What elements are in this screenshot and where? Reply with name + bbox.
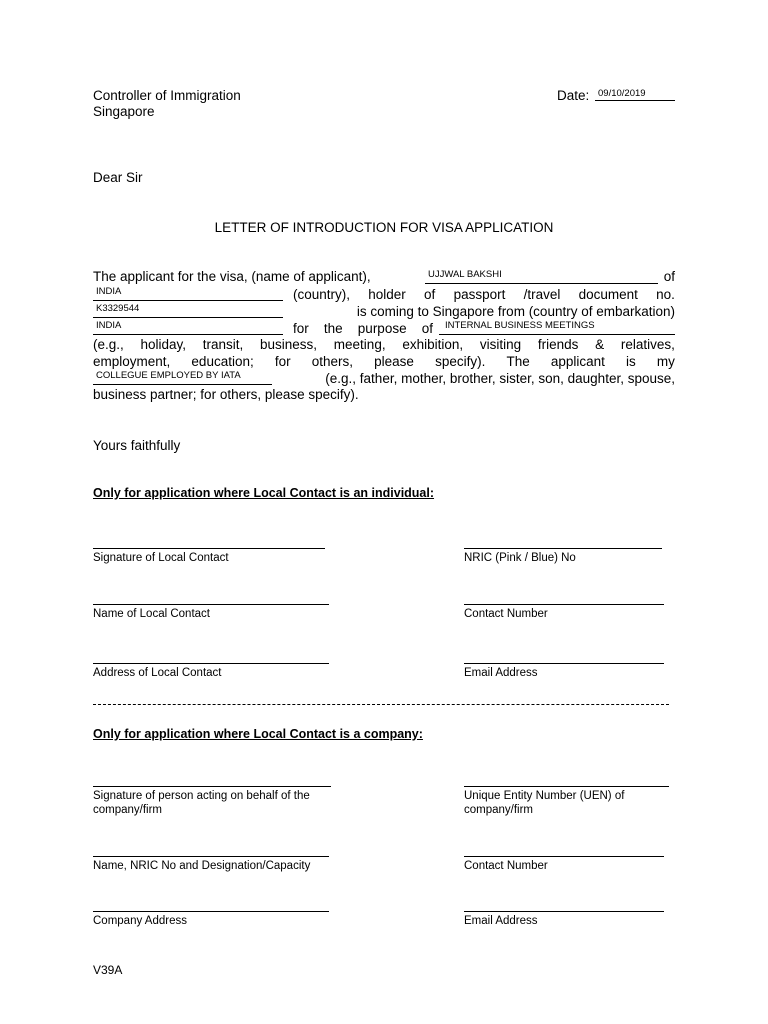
company-name-line xyxy=(93,856,329,857)
body-text: (country), xyxy=(293,287,351,302)
body-text: of xyxy=(421,321,433,336)
body-text: (e.g., father, mother, brother, sister, son, daughter, spouse, xyxy=(325,371,675,386)
body-line-5 xyxy=(93,336,675,353)
embarkation-country-line xyxy=(93,334,283,335)
purpose-line xyxy=(439,334,675,335)
body-line-2 xyxy=(293,286,675,303)
applicant-name-line xyxy=(425,283,658,284)
body-text: of xyxy=(663,269,675,284)
body-text: transit, xyxy=(202,337,244,352)
body-text: the xyxy=(323,321,343,336)
body-text: applicant xyxy=(550,354,605,369)
body-text: holder xyxy=(368,287,406,302)
company-contact-label: Contact Number xyxy=(464,860,548,872)
applicant-name-field[interactable]: UJJWAL BAKSHI xyxy=(428,269,502,280)
embarkation-country-field[interactable]: INDIA xyxy=(96,320,122,331)
uen-line xyxy=(464,786,669,787)
body-text: relatives, xyxy=(620,337,675,352)
email-label: Email Address xyxy=(464,667,538,679)
salutation: Dear Sir xyxy=(93,170,143,185)
nric-line xyxy=(464,548,662,549)
company-signature-label-line-2: company/firm xyxy=(93,804,163,816)
individual-section-heading: Only for application where Local Contact is an individual: xyxy=(93,486,435,500)
nric-label: NRIC (Pink / Blue) No xyxy=(464,552,576,564)
closing: Yours faithfully xyxy=(93,438,181,453)
body-text: business partner; for others, please specify). xyxy=(93,387,359,402)
contact-number-line xyxy=(464,604,664,605)
body-text: passport xyxy=(453,287,506,302)
company-signature-line xyxy=(93,786,331,787)
body-line-3 xyxy=(289,303,675,320)
signature-label: Signature of Local Contact xyxy=(93,552,229,564)
body-text: business, xyxy=(260,337,318,352)
country-field[interactable]: INDIA xyxy=(96,286,122,297)
body-text: no. xyxy=(656,287,675,302)
body-text: The xyxy=(506,354,530,369)
body-text: meeting, xyxy=(333,337,386,352)
body-line-4 xyxy=(293,320,433,337)
company-signature-label xyxy=(93,789,310,817)
body-line-7 xyxy=(277,370,675,387)
body-text: specify). xyxy=(435,354,486,369)
company-email-label: Email Address xyxy=(464,915,538,927)
company-address-label: Company Address xyxy=(93,915,187,927)
address-line xyxy=(93,663,329,664)
body-text: exhibition, xyxy=(402,337,464,352)
body-text: for xyxy=(293,321,309,336)
company-section-heading: Only for application where Local Contact is a company: xyxy=(93,727,423,741)
company-address-line xyxy=(93,911,329,912)
body-text: my xyxy=(656,354,675,369)
country-line xyxy=(93,300,283,301)
body-text: is xyxy=(626,354,636,369)
relationship-line xyxy=(93,384,272,385)
company-name-label: Name, NRIC No and Designation/Capacity xyxy=(93,860,311,872)
body-line-6 xyxy=(93,353,675,370)
signature-line xyxy=(93,548,325,549)
body-text: /travel xyxy=(523,287,561,302)
date-field-line xyxy=(595,100,675,101)
name-label: Name of Local Contact xyxy=(93,608,210,620)
company-signature-label-line-1: Signature of person acting on behalf of the xyxy=(93,790,310,802)
body-text: education; xyxy=(191,354,254,369)
body-text: purpose xyxy=(357,321,407,336)
company-email-line xyxy=(464,911,664,912)
recipient-address xyxy=(93,88,241,120)
body-text: document xyxy=(578,287,638,302)
uen-label-line-1: Unique Entity Number (UEN) of xyxy=(464,790,625,802)
body-text: (e.g., xyxy=(93,337,124,352)
company-contact-line xyxy=(464,856,664,857)
body-text: visiting xyxy=(479,337,522,352)
date-field[interactable]: 09/10/2019 xyxy=(598,88,646,99)
body-text: others, xyxy=(311,354,354,369)
passport-number-line xyxy=(93,317,283,318)
body-text: holiday, xyxy=(140,337,187,352)
relationship-field[interactable]: COLLEGUE EMPLOYED BY IATA xyxy=(96,370,241,381)
letter-title: LETTER OF INTRODUCTION FOR VISA APPLICATION xyxy=(214,220,554,235)
body-text: friends xyxy=(537,337,579,352)
contact-number-label: Contact Number xyxy=(464,608,548,620)
uen-label xyxy=(464,789,624,817)
name-line xyxy=(93,604,329,605)
body-text: for xyxy=(274,354,291,369)
section-divider xyxy=(93,704,669,705)
body-text: & xyxy=(595,337,605,352)
uen-label-line-2: company/firm xyxy=(464,804,534,816)
passport-number-field[interactable]: K3329544 xyxy=(96,303,140,314)
email-line xyxy=(464,663,664,664)
body-text: is coming to Singapore from (country of embarkation) xyxy=(356,304,675,319)
recipient-line-2: Singapore xyxy=(93,104,155,119)
recipient-line-1: Controller of Immigration xyxy=(93,88,241,103)
body-line-8 xyxy=(93,386,675,403)
address-label: Address of Local Contact xyxy=(93,667,222,679)
purpose-field[interactable]: INTERNAL BUSINESS MEETINGS xyxy=(445,320,595,331)
body-text: of xyxy=(424,287,436,302)
body-text: please xyxy=(374,354,414,369)
form-code: V39A xyxy=(93,963,123,977)
date-label: Date: xyxy=(557,88,590,103)
body-text: employment, xyxy=(93,354,171,369)
body-text: The applicant for the visa, (name of applicant), xyxy=(93,269,371,284)
